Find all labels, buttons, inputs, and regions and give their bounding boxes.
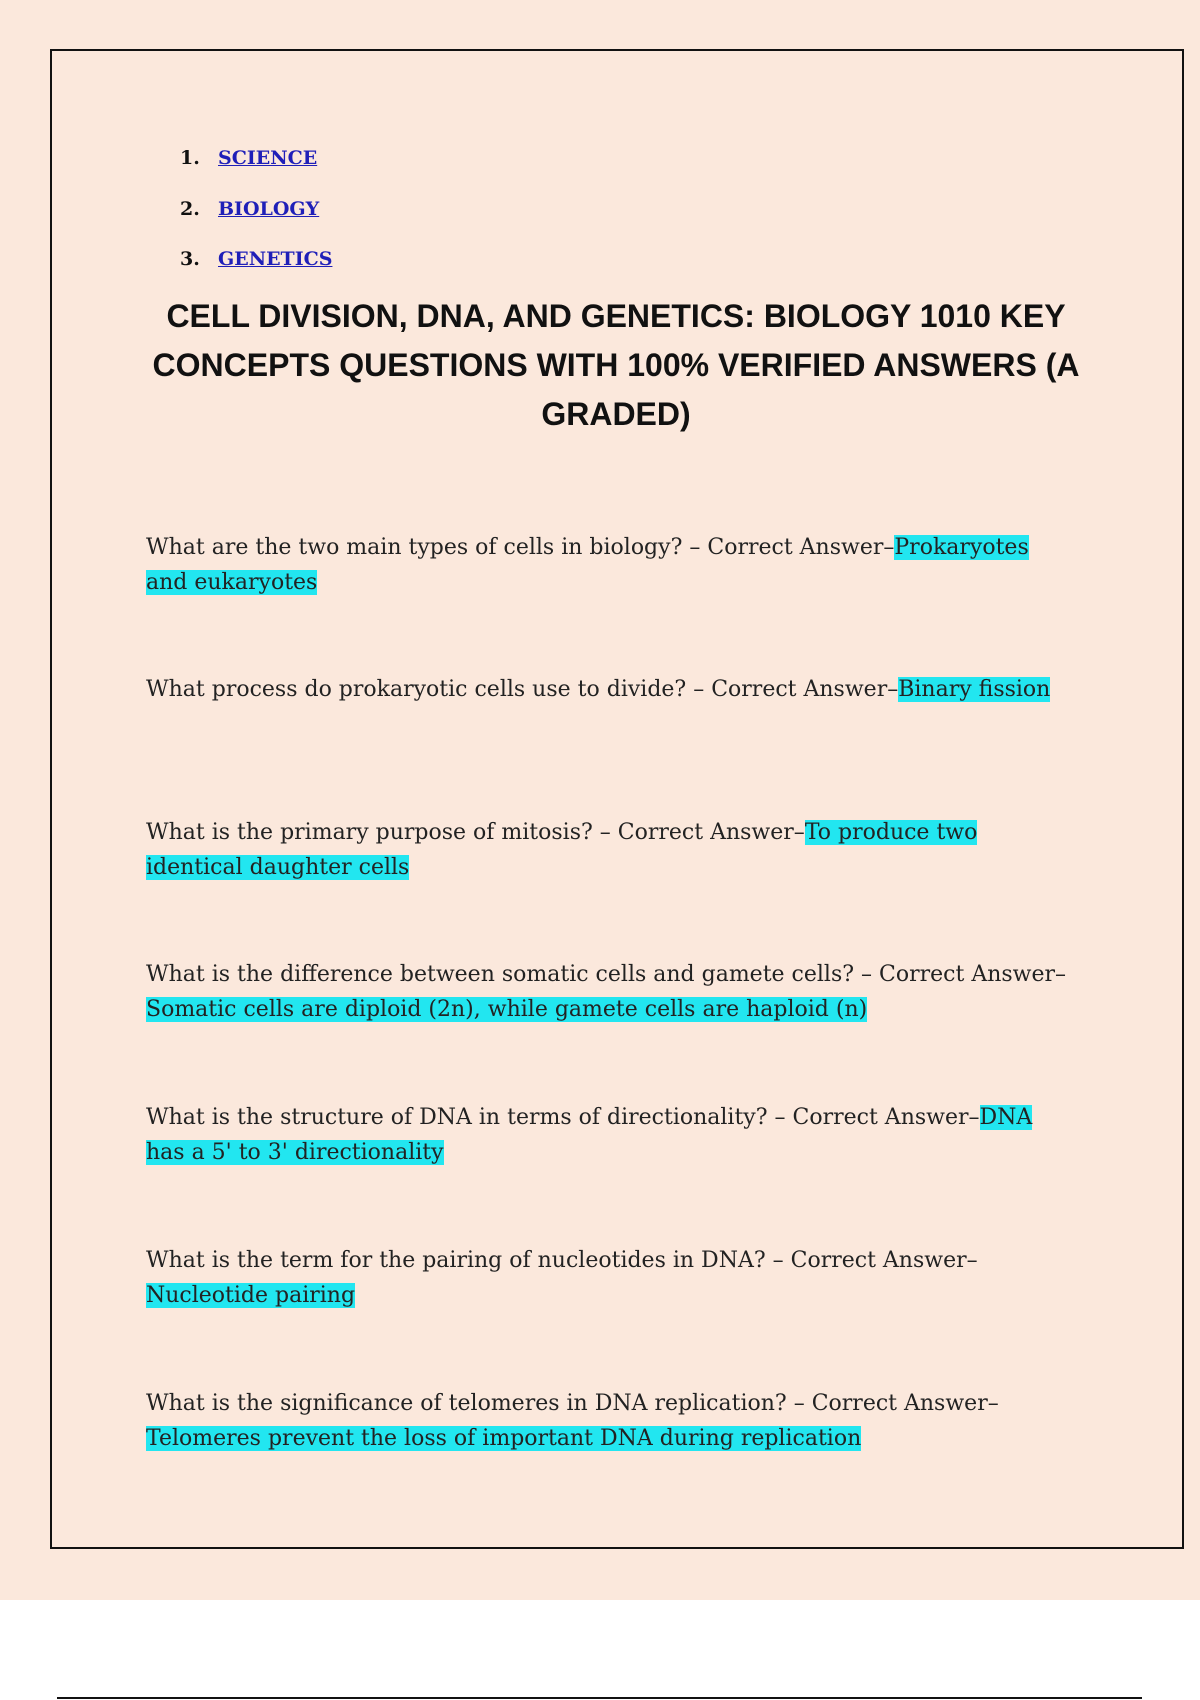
qa-item [146, 815, 1076, 885]
breadcrumb-link-biology[interactable]: BIOLOGY [218, 197, 320, 220]
qa-item [146, 530, 1076, 600]
answer-highlight: Nucleotide pairing [146, 1283, 356, 1308]
qa-item [146, 1386, 1076, 1456]
answer-prefix: – Correct Answer– [767, 1105, 980, 1130]
answer-highlight: DNA has a 5' to 3' directionality [146, 1105, 1033, 1165]
question-text: What is the significance of telomeres in DNA replication? [146, 1391, 787, 1416]
answer-prefix: – Correct Answer– [786, 1391, 999, 1416]
answer-prefix: – Correct Answer– [592, 820, 805, 845]
breadcrumb-link-science[interactable]: SCIENCE [218, 147, 318, 169]
answer-highlight: Somatic cells are diploid (2n), while gamete cells are haploid (n) [146, 997, 868, 1022]
breadcrumb-item-genetics [180, 241, 332, 292]
breadcrumb-number: 2. [180, 197, 200, 220]
answer-prefix: – Correct Answer– [686, 677, 899, 702]
answer-highlight: To produce two identical daughter cells [146, 820, 978, 880]
question-text: What is the difference between somatic cells and gamete cells? [146, 962, 855, 987]
question-text: What is the term for the pairing of nucleotides in DNA? [146, 1248, 766, 1273]
qa-item [146, 1100, 1076, 1170]
question-text: What is the primary purpose of mitosis? [146, 820, 593, 845]
breadcrumb [180, 140, 332, 292]
breadcrumb-number: 1. [180, 147, 200, 169]
answer-prefix: – Correct Answer– [854, 962, 1067, 987]
answer-prefix: – Correct Answer– [682, 535, 895, 560]
breadcrumb-link-genetics[interactable]: GENETICS [218, 248, 333, 270]
answer-prefix: – Correct Answer– [765, 1248, 978, 1273]
page-title: CELL DIVISION, DNA, AND GENETICS: BIOLOGY 1010 KEY CONCEPTS QUESTIONS WITH 100% VERIFIED ANSWERS (A GRADED) [152, 298, 1080, 432]
answer-highlight: Telomeres prevent the loss of important DNA during replication [146, 1426, 862, 1451]
qa-item [146, 957, 1076, 1027]
answer-highlight: Binary fission [898, 677, 1051, 702]
breadcrumb-item-biology [180, 191, 332, 242]
question-text: What process do prokaryotic cells use to divide? [146, 677, 687, 702]
question-text: What are the two main types of cells in biology? [146, 535, 683, 560]
footer-divider [57, 1697, 1142, 1699]
breadcrumb-number: 3. [180, 248, 200, 270]
qa-item [146, 1243, 1076, 1313]
question-text: What is the structure of DNA in terms of directionality? [146, 1105, 768, 1130]
qa-item [146, 672, 1076, 707]
answer-highlight: Prokaryotes and eukaryotes [146, 535, 1029, 595]
breadcrumb-item-science [180, 140, 332, 191]
